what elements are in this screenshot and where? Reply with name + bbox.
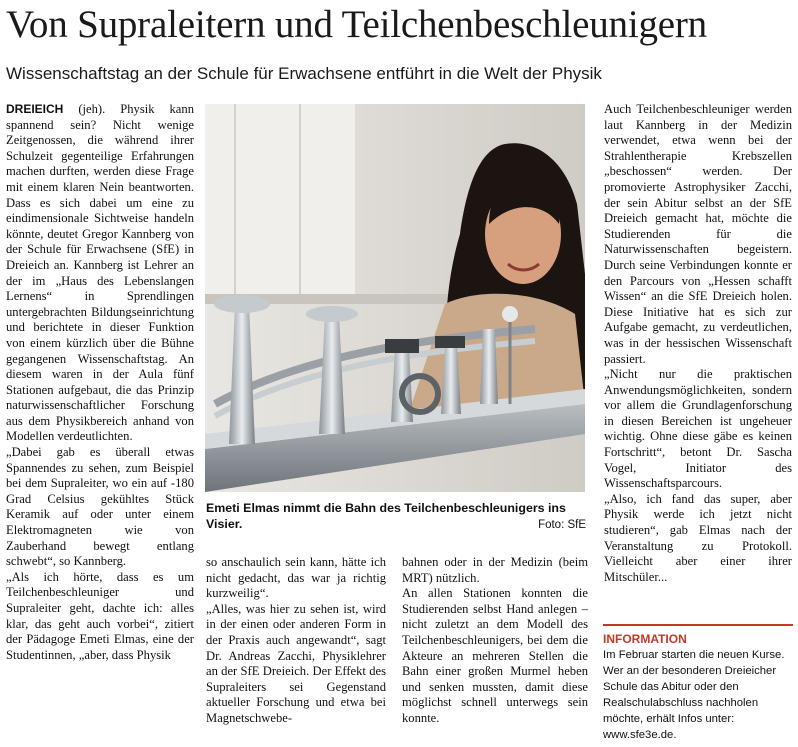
article-column-1 [6, 102, 194, 663]
dateline: DREIEICH [6, 102, 64, 116]
photo-credit: Foto: SfE [538, 519, 586, 531]
article-column-2 [206, 555, 386, 727]
paragraph-1: bahnen oder in der Medizin (beim MRT) nützlich. [402, 555, 588, 585]
article-column-3 [402, 555, 588, 727]
info-divider [603, 624, 793, 626]
article-column-4 [604, 102, 792, 585]
info-box [603, 624, 793, 743]
paragraph-2: „Alles, was hier zu sehen ist, wird in der einen oder anderen Form in der Praxis auch angewandt“, sagt Dr. Andreas Zacchi, Physiklehrer an der SfE Dreieich. Der Effekt des Supraleiters sei Gegenstand aktueller Forschung und etwa bei Magnetschwebe- [206, 601, 386, 725]
paragraph-3: „Als ich hörte, dass es um Teilchenbeschleuniger und Supraleiter geht, dachte ich: alles klar, das geht auch vorbei“, zitiert der Pädagoge Emeti Elmas, eine der Studentinnen, „aber, dass Physik [6, 569, 194, 662]
subheadline: Wissenschaftstag an der Schule für Erwachsene entführt in die Welt der Physik [6, 64, 602, 83]
lead-text: (jeh). Physik kann spannend sein? Nicht wenige Zeitgenossen, die während ihrer Schulzeit gegenteilige Erfahrungen machen durften, werden diese Frage mit einem klaren Nein beantworten. Dass es sich dabei um eine zu eindimensionale Sichtweise handeln könnte, deutet Gregor Kannberg von der Schule für Erwachsene (SfE) in Dreieich an. Kannberg ist Lehrer an der im „Haus des Lebenslangen Lernens“ in Sprendlingen untergebrachten Bildungseinrichtung und berichtete in dieser Funktion von einem kürzlich über die Bühne gegangenen Wissenschaftstag. An diesem waren in der Aula fünf Stationen aufgebaut, die das Prinzip naturwissenschaftlicher Forschung aus dem Physikbereich anhand von Modellen verdeutlichten. [6, 102, 194, 444]
paragraph-1: Auch Teilchenbeschleuniger werden laut Kannberg in der Medizin verwendet, etwa wenn bei der Strahlentherapie Krebszellen „beschossen“ werden. Der promovierte Astrophysiker Zacchi, der sein Abitur selbst an der SfE Dreieich gemacht hat, möchte die Studierenden für die Naturwissenschaften begeistern. Durch seine Verbindungen konnte er den Parcours von „Hessen schafft Wissen“ an die SfE Dreieich holen. Diese Initiative hat es sich zur Aufgabe gemacht, zu verdeutlichen, was in der hessischen Wissenschaft passiert. [604, 102, 792, 366]
photo-caption: Emeti Elmas nimmt die Bahn des Teilchenbeschleunigers ins Visier. [206, 501, 566, 531]
paragraph-3: „Also, ich fand das super, aber Physik werde ich jetzt nicht studieren“, gab Elmas nach der Veranstaltung zu Protokoll. Vielleicht aber einer ihrer Mitschüler... [604, 491, 792, 584]
paragraph-2: „Dabei gab es überall etwas Spannendes zu sehen, zum Beispiel bei dem Supraleiter, wo ein auf -180 Grad Celsius gekühltes Stück Keramik auf oder unter einem Elektromagneten wie von Zauberhand bewegt entlang schwebt“, so Kannberg. [6, 445, 194, 569]
paragraph-1: so anschaulich sein kann, hätte ich nicht gedacht, das war ja richtig kurzweilig“. [206, 555, 386, 601]
info-text: Im Februar starten die neuen Kurse. Wer an der besonderen Dreieicher Schule das Abitur oder den Realschulabschluss nachholen möchte, erhält Infos unter: www.sfe3e.de. [603, 649, 785, 741]
paragraph-2: An allen Stationen konnten die Studierenden selbst Hand anlegen – nicht zuletzt an dem Modell des Teilchenbeschleunigers, bei dem die Akteure an mehreren Stellen die Bahn einer großen Murmel heben und senken mussten, damit diese möglichst schnell unterwegs sein konnte. [402, 586, 588, 725]
photo-illustration [205, 104, 585, 492]
paragraph-2: „Nicht nur die praktischen Anwendungsmöglichkeiten, sondern vor allem die Grundlagenforschung in diesen Bereichen ist ungeheuer wichtig. Ohne diese gäbe es keinen Fortschritt“, betont Dr. Sascha Vogel, Initiator des Wissenschaftsparcours. [604, 367, 792, 491]
info-title: INFORMATION [603, 632, 687, 646]
paragraph-1 [6, 102, 194, 445]
headline: Von Supraleitern und Teilchenbeschleunigern [6, 3, 707, 46]
article-photo [205, 104, 585, 492]
